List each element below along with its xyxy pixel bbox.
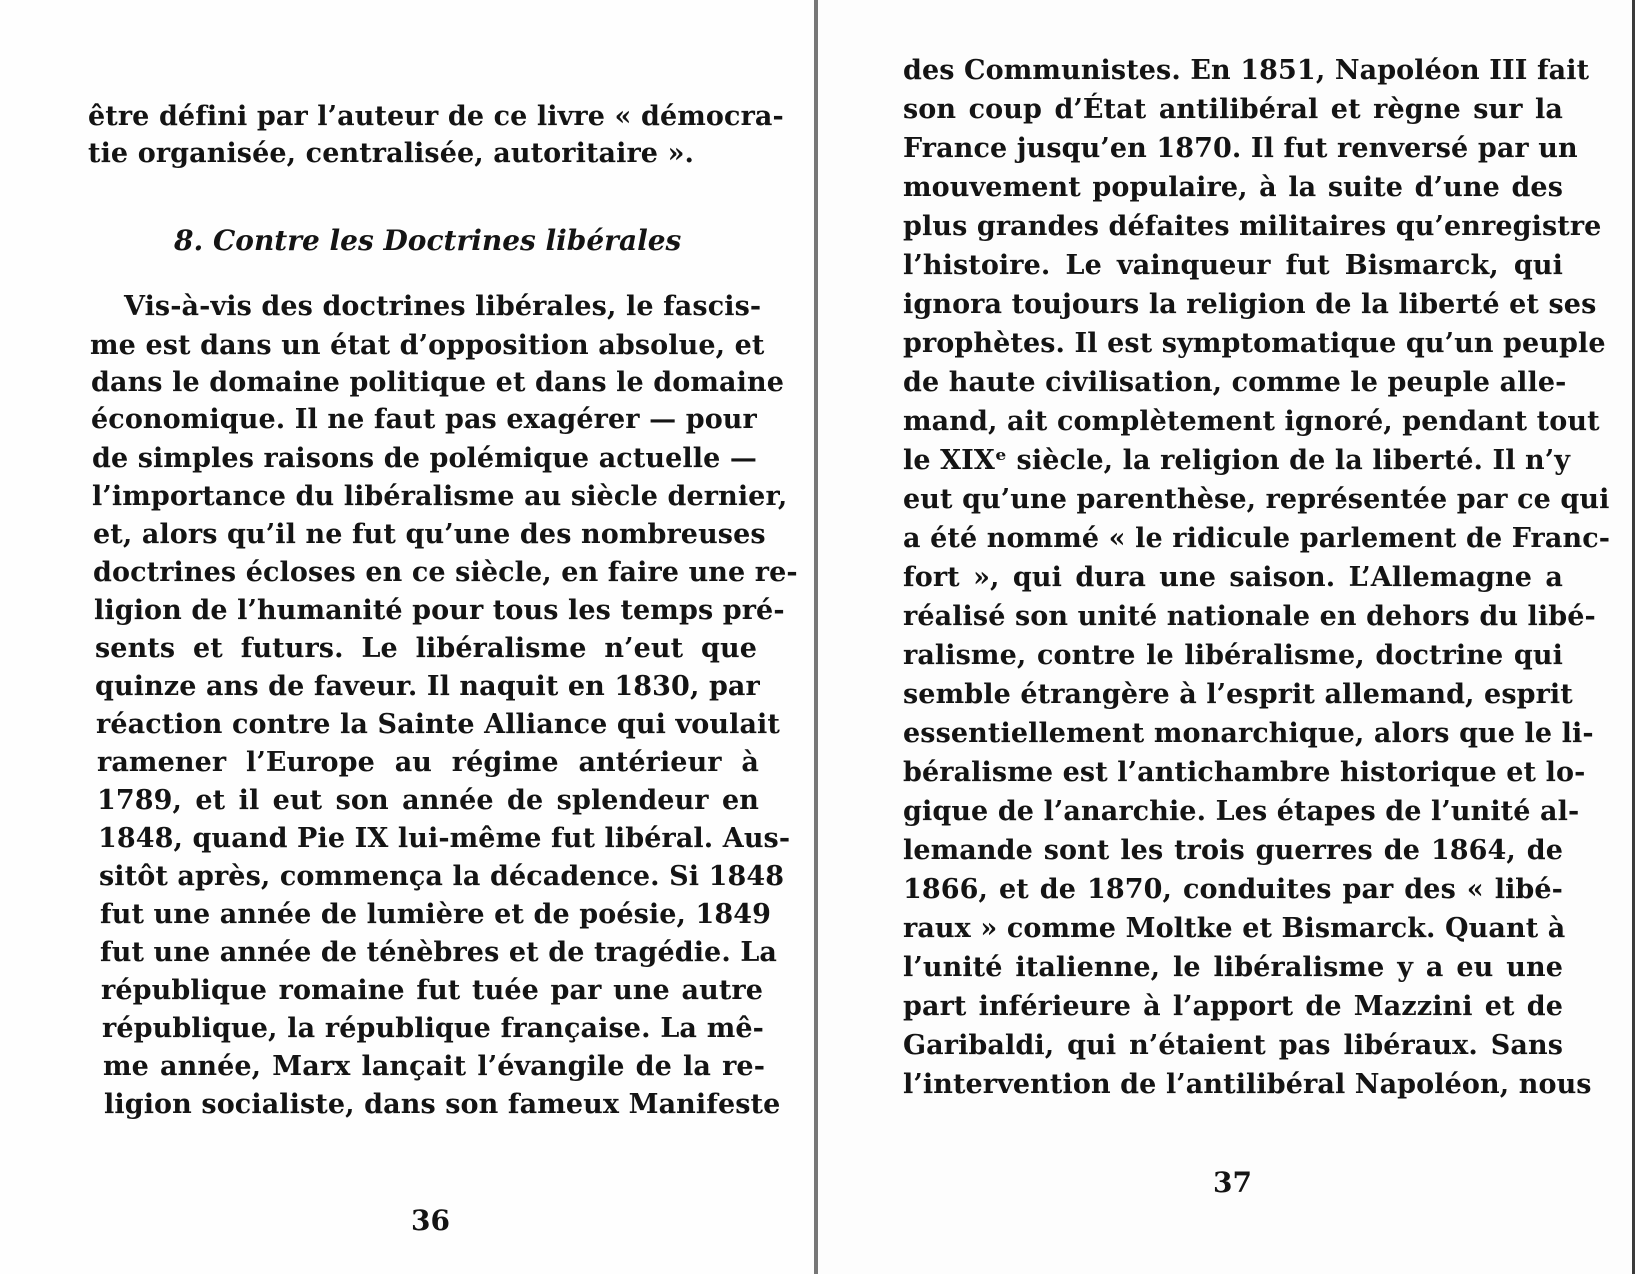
body-line: mand, ait complètement ignoré, pendant tout	[903, 406, 1600, 437]
body-line: doctrines écloses en ce siècle, en faire une re-	[93, 557, 798, 588]
body-line: l’importance du libéralisme au siècle dernier,	[92, 481, 788, 512]
body-line: ignora toujours la religion de la liberté et ses	[903, 289, 1597, 320]
body-line: sitôt après, commença la décadence. Si 1848	[99, 861, 785, 892]
right-page	[818, 0, 1632, 1274]
body-line: prophètes. Il est symptomatique qu’un peuple	[903, 328, 1606, 359]
body-line: ramener l’Europe au régime antérieur à	[97, 747, 759, 778]
body-line: Vis-à-vis des doctrines libérales, le fascis-	[124, 291, 762, 322]
body-line: l’unité italienne, le libéralisme y a eu une	[903, 952, 1563, 983]
body-line: béralisme est l’antichambre historique et lo-	[903, 757, 1586, 788]
body-line: de simples raisons de polémique actuelle —	[92, 443, 758, 474]
body-line: Garibaldi, qui n’étaient pas libéraux. Sans	[903, 1030, 1563, 1061]
body-line: république, la république française. La mê-	[102, 1013, 764, 1044]
page-number: 36	[411, 1204, 450, 1237]
body-line: 1848, quand Pie IX lui-même fut libéral. Aus-	[98, 823, 791, 854]
body-line: lemande sont les trois guerres de 1864, de	[903, 835, 1563, 866]
body-line: mouvement populaire, à la suite d’une des	[903, 172, 1563, 203]
body-line: 1789, et il eut son année de splendeur en	[97, 785, 759, 816]
body-line: quinze ans de faveur. Il naquit en 1830, par	[95, 671, 760, 702]
body-line: économique. Il ne faut pas exagérer — pour	[91, 404, 757, 435]
body-line: le XIXᵉ siècle, la religion de la liberté. Il n’y	[903, 445, 1571, 476]
body-line: semble étrangère à l’esprit allemand, esprit	[903, 679, 1573, 710]
body-line: réalisé son unité nationale en dehors du libé-	[903, 601, 1596, 632]
body-line: dans le domaine politique et dans le domaine	[91, 367, 784, 398]
body-line: essentiellement monarchique, alors que le li-	[903, 718, 1594, 749]
body-line: part inférieure à l’apport de Mazzini et de	[903, 991, 1563, 1022]
body-line: France jusqu’en 1870. Il fut renversé par un	[903, 133, 1578, 164]
body-line: sents et futurs. Le libéralisme n’eut que	[95, 633, 757, 664]
body-line: l’intervention de l’antilibéral Napoléon, nous	[903, 1069, 1592, 1100]
body-line: fut une année de ténèbres et de tragédie. La	[100, 937, 778, 968]
page-number: 37	[1213, 1166, 1252, 1199]
left-page	[0, 0, 814, 1274]
body-line: 1866, et de 1870, conduites par des « libé-	[903, 874, 1563, 905]
body-line: fut une année de lumière et de poésie, 1849	[100, 899, 772, 930]
body-line: me est dans un état d’opposition absolue, et	[90, 330, 765, 361]
body-line: l’histoire. Le vainqueur fut Bismarck, qui	[903, 250, 1563, 281]
body-line: de haute civilisation, comme le peuple alle-	[903, 367, 1567, 398]
body-line: gique de l’anarchie. Les étapes de l’unité al-	[903, 796, 1580, 827]
intro-line: être défini par l’auteur de ce livre « démocra-	[88, 101, 784, 132]
body-line: a été nommé « le ridicule parlement de Franc-	[903, 523, 1611, 554]
body-line: plus grandes défaites militaires qu’enregistre	[903, 211, 1602, 242]
body-line: son coup d’État antilibéral et règne sur la	[903, 94, 1563, 125]
body-line: ligion socialiste, dans son fameux Manifeste	[104, 1089, 781, 1120]
body-line: ligion de l’humanité pour tous les temps pré-	[94, 595, 785, 626]
body-line: ralisme, contre le libéralisme, doctrine qui	[903, 640, 1563, 671]
body-line: et, alors qu’il ne fut qu’une des nombreuses	[93, 519, 766, 550]
body-line: des Communistes. En 1851, Napoléon III fait	[903, 55, 1590, 86]
body-line: république romaine fut tuée par une autre	[101, 975, 763, 1006]
body-line: réaction contre la Sainte Alliance qui voulait	[96, 709, 780, 740]
body-line: me année, Marx lançait l’évangile de la re-	[103, 1051, 765, 1082]
body-line: eut qu’une parenthèse, représentée par ce qui	[903, 484, 1610, 515]
body-line: raux » comme Moltke et Bismarck. Quant à	[903, 913, 1566, 944]
section-heading: 8. Contre les Doctrines libérales	[174, 224, 682, 257]
body-line: fort », qui dura une saison. L’Allemagne a	[903, 562, 1563, 593]
intro-line: tie organisée, centralisée, autoritaire ».	[88, 138, 695, 169]
